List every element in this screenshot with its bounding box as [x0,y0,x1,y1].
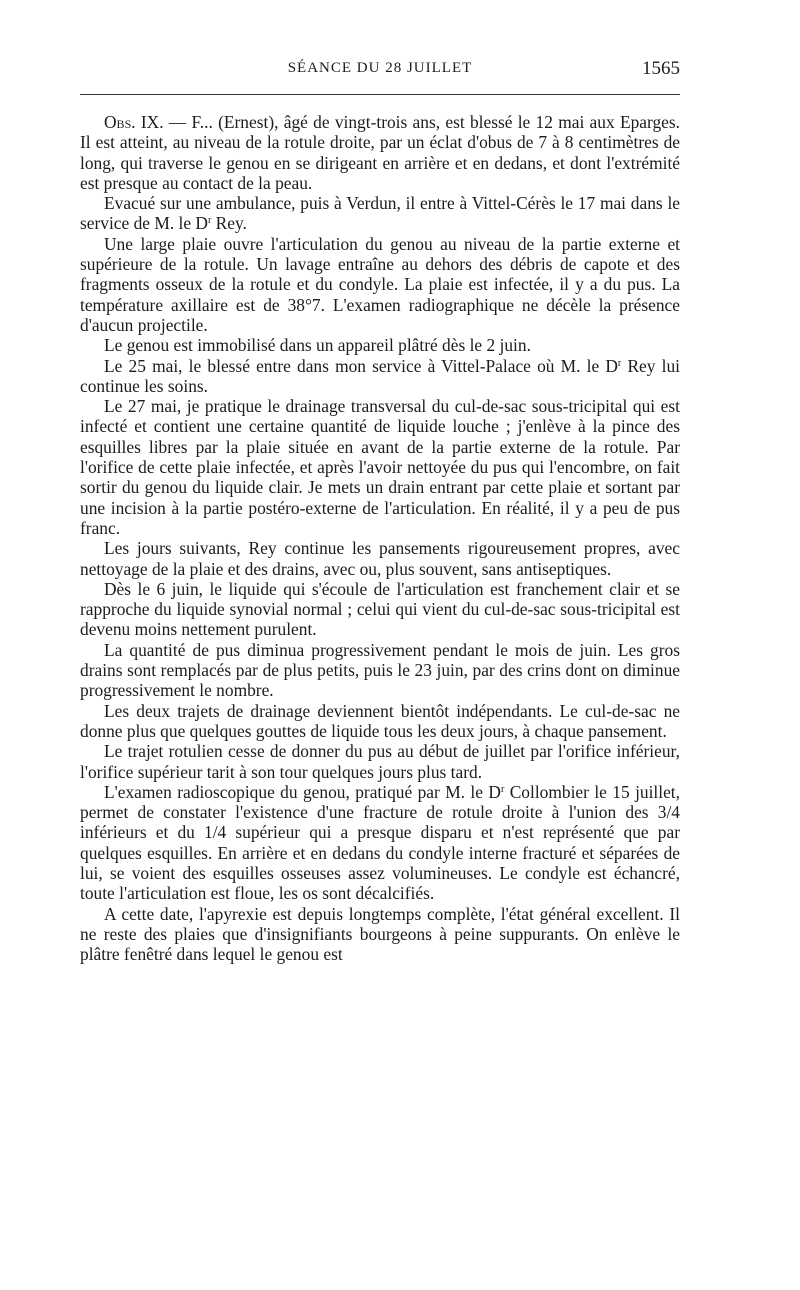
paragraph [80,112,680,193]
paragraph-text: Collombier le 15 juillet, permet de constater l'existence d'une fracture de rotule droite à l'union des 3/4 inférieurs et du 1/4 supérieur qui a presque disparu et n'est représenté que par quelques esquilles. En arrière et en dedans du condyle interne fracturé et séparées de lui, se voient des esquilles osseuses assez volumineuses. Le condyle est échancré, toute l'articulation est floue, les os sont décalcifiés. [80,781,680,904]
superscript: r [207,215,212,227]
article-body [80,112,680,964]
page-header [80,60,680,86]
paragraph [80,538,680,579]
paragraph [80,904,680,965]
paragraph-text: Dès le 6 juin, le liquide qui s'écoule de l'articulation est franchement clair et se rapproche du liquide synovial normal ; celui qui vient du cul-de-sac sous-tricipital est devenu moins nettement purulent. [80,578,680,640]
paragraph [80,335,680,355]
paragraph [80,356,680,397]
header-rule [80,94,680,95]
paragraph-text: Les deux trajets de drainage deviennent bientôt indépendants. Le cul-de-sac ne donne plus que quelques gouttes de liquide tous les deux jours, à chaque pansement. [80,700,680,741]
paragraph-text: Le 25 mai, le blessé entre dans mon service à Vittel-Palace où M. le D [104,355,618,376]
paragraph-text: A cette date, l'apyrexie est depuis longtemps complète, l'état général excellent. Il ne reste des plaies que d'insignifiants bourgeons à peine suppurants. On enlève le plâtre fenêtré dans lequel le genou est [80,903,680,965]
paragraph [80,234,680,335]
paragraph [80,396,680,538]
paragraph [80,640,680,701]
paragraph [80,782,680,904]
paragraph-text: Rey. [211,213,247,234]
page-number: 1565 [642,58,680,79]
paragraph-text: Le genou est immobilisé dans un appareil plâtré dès le 2 juin. [104,335,531,356]
paragraph-text: — F... (Ernest), âgé de vingt-trois ans, est blessé le 12 mai aux Eparges. Il est atteint, au niveau de la rotule droite, par un éclat d'obus de 7 à 8 centimètres de long, qui traverse le genou en se dirigeant en arrière et en dedans, et dont l'extrémité est presque au contact de la peau. [80,112,680,193]
paragraph-text: La quantité de pus diminua progressivement pendant le mois de juin. Les gros drains sont remplacés par de plus petits, puis le 23 juin, par des crins dont on diminue progressivement le nombre. [80,639,680,701]
paragraph-text: Les jours suivants, Rey continue les pansements rigoureusement propres, avec nettoyage de la plaie et des drains, avec ou, plus souvent, sans antiseptiques. [80,538,680,579]
paragraph-text: Evacué sur une ambulance, puis à Verdun, il entre à Vittel-Cérès le 17 mai dans le service de M. le D [80,193,680,234]
paragraph-text: Le 27 mai, je pratique le drainage transversal du cul-de-sac sous-tricipital qui est infecté et contient une certaine quantité de liquide louche ; j'enlève à la pince des esquilles libres par la plaie située en avant de la partie externe de la rotule. Par l'orifice de cette plaie infectée, et après l'avoir nettoyée du pus qui l'encombre, on fait sortir du genou du liquide clair. Je mets un drain entrant par cette plaie et sortant par une incision à la partie postéro-externe de l'articulation. En réalité, il y a peu de pus franc. [80,396,680,538]
paragraph-text: Rey lui continue les soins. [80,355,680,396]
observation-label: Obs. IX. [104,112,164,132]
paragraph-text: Le trajet rotulien cesse de donner du pus au début de juillet par l'orifice inférieur, l'orifice supérieur tarit à son tour quelques jours plus tard. [80,741,680,782]
paragraph [80,701,680,742]
running-title: SÉANCE DU 28 JUILLET [287,60,473,76]
superscript: r [500,783,505,795]
paragraph [80,741,680,782]
paragraph [80,579,680,640]
paragraph-text: L'examen radioscopique du genou, pratiqué par M. le D [104,781,501,802]
paragraph-text: Une large plaie ouvre l'articulation du genou au niveau de la partie externe et supérieure de la rotule. Un lavage entraîne au dehors des débris de capote et des fragments osseux de la rotule et du condyle. La plaie est infectée, il y a du pus. La température axillaire est de 38°7. L'examen radiographique ne décèle la présence d'aucun projectile. [80,233,680,335]
superscript: r [617,357,622,369]
paragraph [80,193,680,234]
